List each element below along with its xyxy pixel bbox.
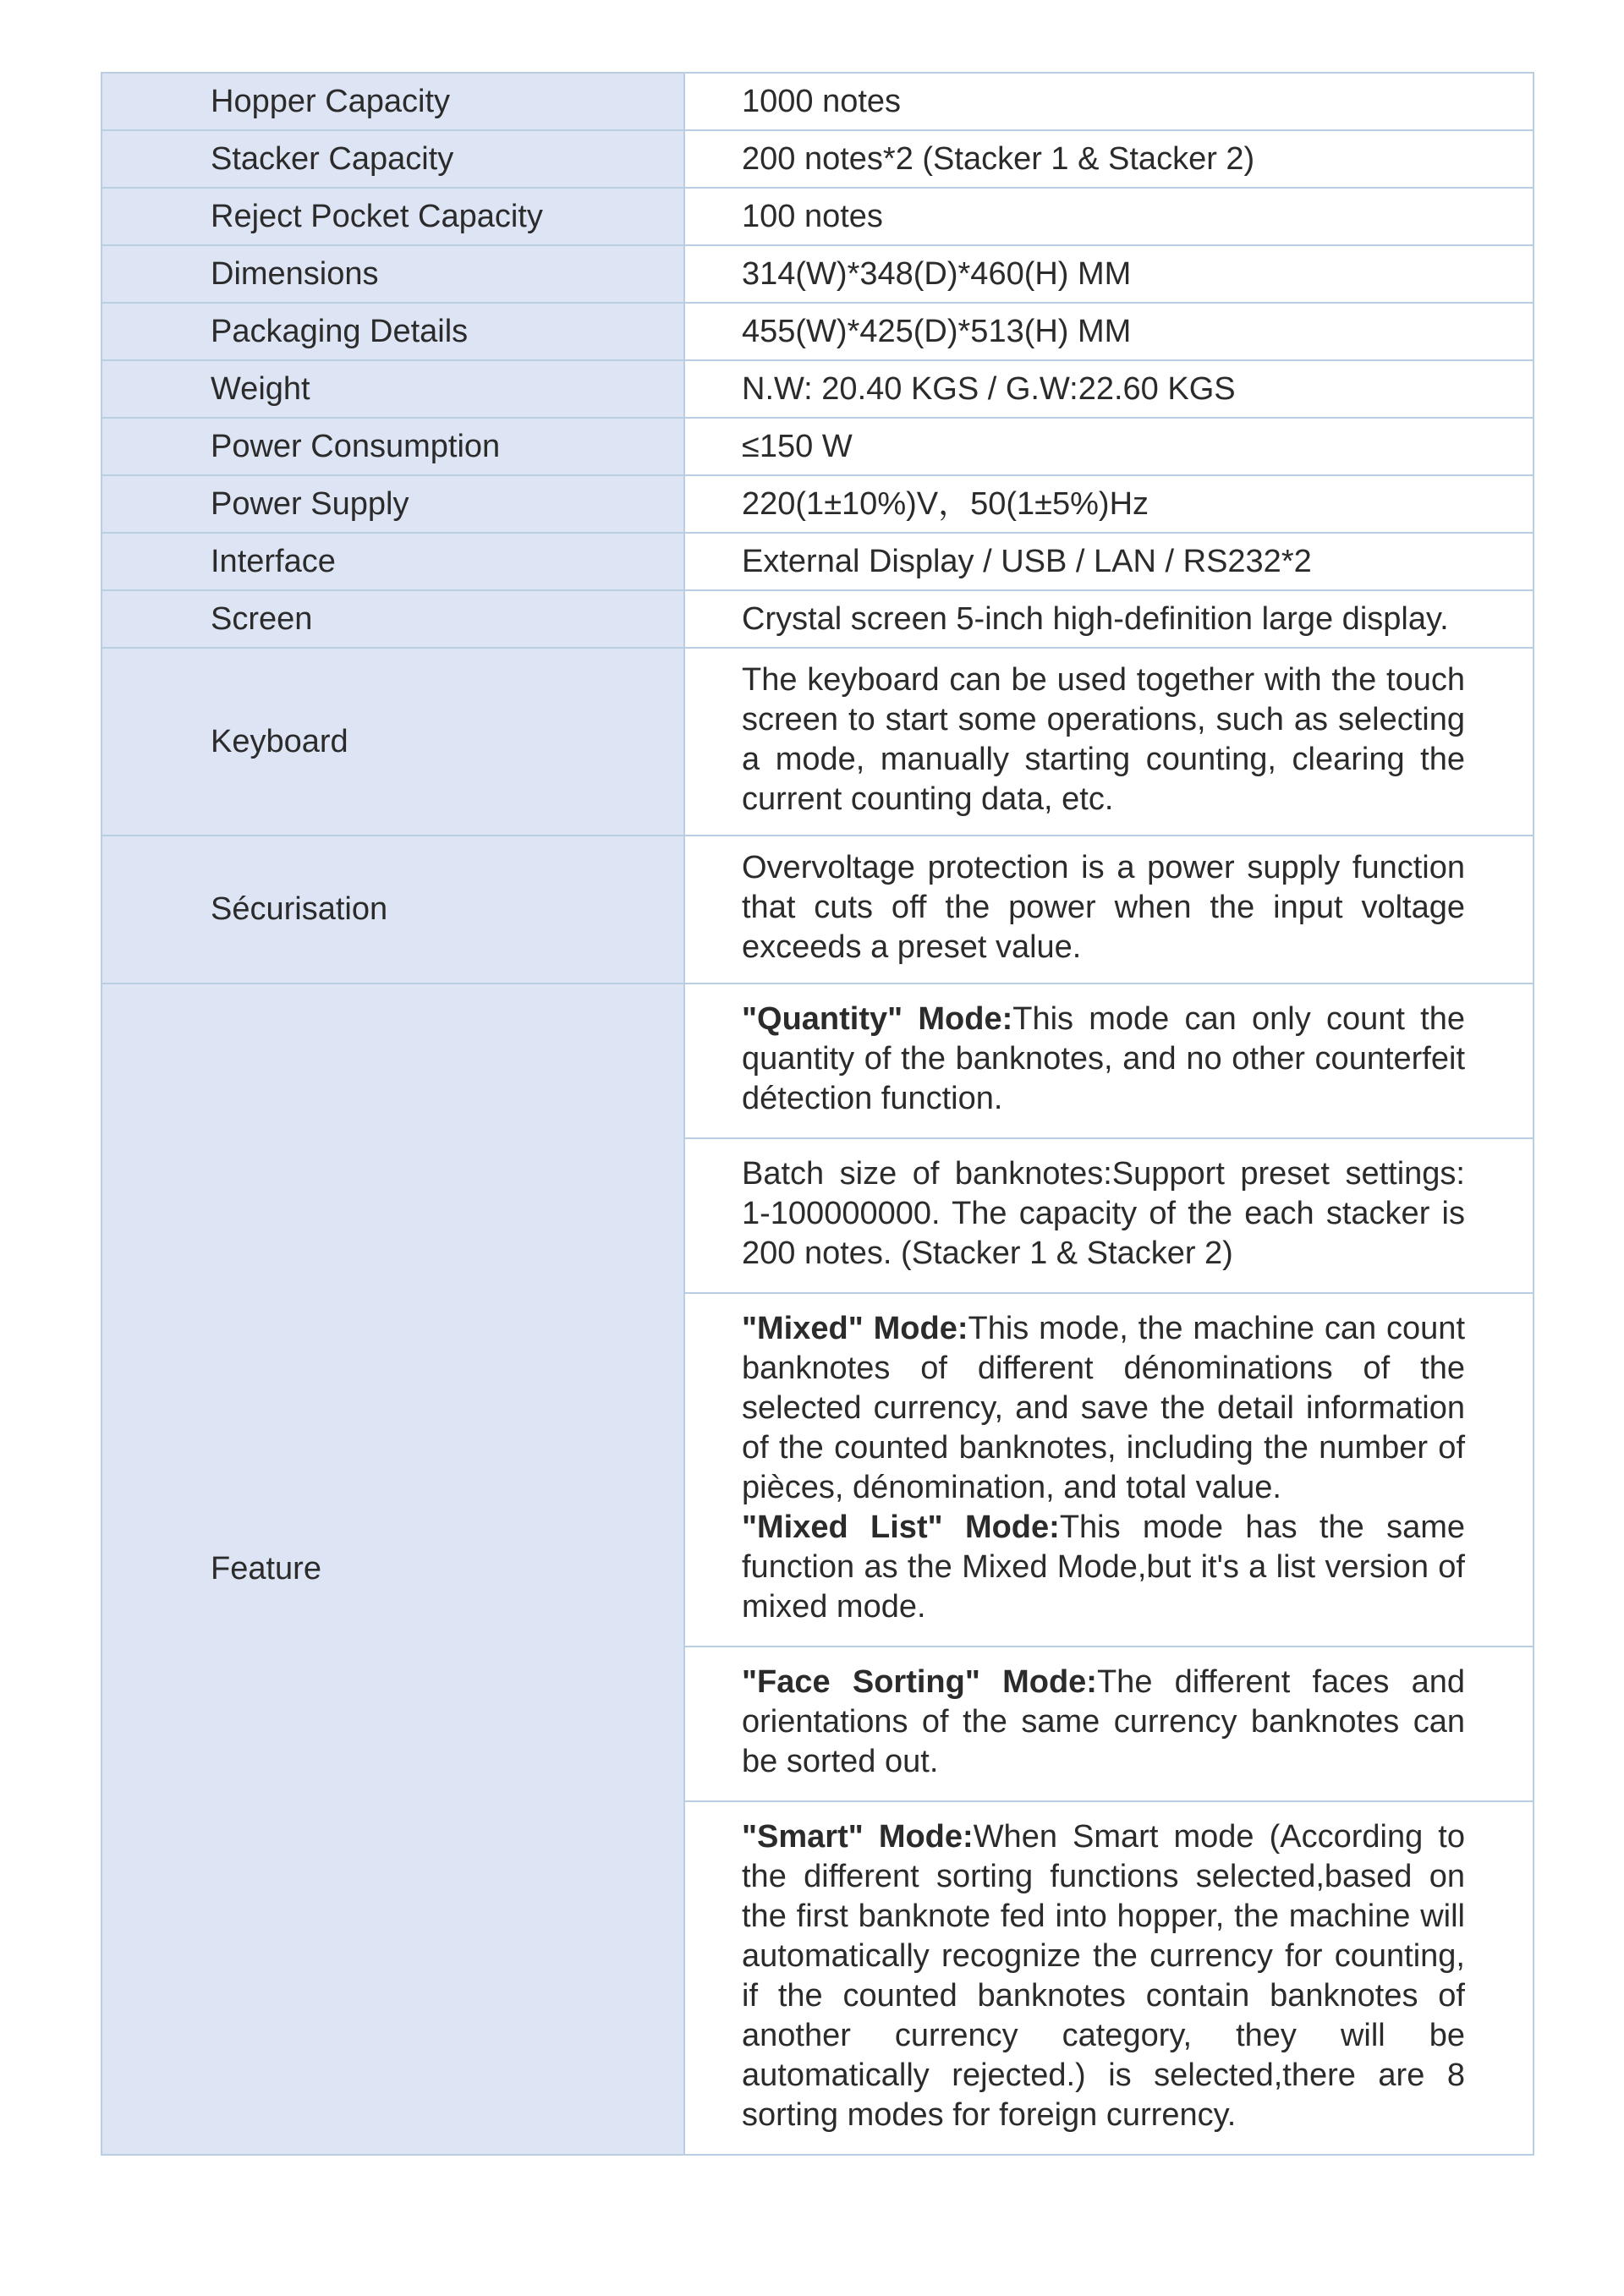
spec-row-power-supply (102, 475, 1533, 533)
spec-value: 1000 notes (684, 73, 1533, 130)
feature-label: Feature (102, 984, 684, 2155)
feature-paragraph (742, 1817, 1465, 2135)
spec-label: Packaging Details (102, 303, 684, 360)
spec-label: Hopper Capacity (102, 73, 684, 130)
spec-row-hopper-capacity (102, 73, 1533, 130)
spec-value: 100 notes (684, 188, 1533, 245)
spec-row-weight (102, 360, 1533, 418)
feature-mode-name: "Mixed List" Mode: (742, 1510, 1060, 1545)
spec-value: N.W: 20.40 KGS / G.W:22.60 KGS (684, 360, 1533, 418)
spec-row-interface (102, 533, 1533, 590)
feature-item (684, 1293, 1533, 1647)
spec-label: Screen (102, 590, 684, 648)
feature-paragraph (742, 1508, 1465, 1627)
feature-mode-name: "Smart" Mode: (742, 1819, 974, 1855)
spec-row-screen (102, 590, 1533, 648)
feature-item (684, 1801, 1533, 2155)
spec-value: Crystal screen 5-inch high-definition large display. (684, 590, 1533, 648)
spec-row-reject-pocket-capacity (102, 188, 1533, 245)
spec-value: 200 notes*2 (Stacker 1 & Stacker 2) (684, 130, 1533, 188)
spec-value: The keyboard can be used together with the touch screen to start some operations, such as selecting a mode, manually starting counting, clearing the current counting data, etc. (684, 648, 1533, 836)
feature-description: This mode, the machine can count banknotes of different dénominations of the selected currency, and save the detail information of the counted banknotes, including the number of pièces, dénomination, and total value. (742, 1311, 1465, 1505)
spec-table-body (102, 73, 1533, 2155)
feature-paragraph (742, 1663, 1465, 1782)
spec-row-securisation (102, 836, 1533, 984)
spec-label: Reject Pocket Capacity (102, 188, 684, 245)
spec-row-dimensions (102, 245, 1533, 303)
spec-label: Power Consumption (102, 418, 684, 475)
feature-paragraph (742, 1309, 1465, 1508)
spec-row-keyboard (102, 648, 1533, 836)
spec-row-stacker-capacity (102, 130, 1533, 188)
spec-label: Dimensions (102, 245, 684, 303)
spec-value: Overvoltage protection is a power supply function that cuts off the power when the input voltage exceeds a preset value. (684, 836, 1533, 984)
feature-item (684, 1138, 1533, 1293)
spec-label: Power Supply (102, 475, 684, 533)
feature-mode-name: "Quantity" Mode: (742, 1001, 1013, 1037)
feature-description: When Smart mode (According to the different sorting functions selected,based on the first banknote fed into hopper, the machine will automatically recognize the currency for counting, if the counted banknotes contain banknotes of another currency category, they will be automatically rejected.) is selected,there are 8 sorting modes for foreign currency. (742, 1819, 1465, 2133)
feature-row-quantity-mode (102, 984, 1533, 1138)
feature-paragraph (742, 1000, 1465, 1119)
spec-row-power-consumption (102, 418, 1533, 475)
spec-label: Weight (102, 360, 684, 418)
feature-description: This mode has the same function as the Mixed Mode,but it's a list version of mixed mode. (742, 1510, 1465, 1625)
spec-value: External Display / USB / LAN / RS232*2 (684, 533, 1533, 590)
feature-description: The different faces and orientations of the same currency banknotes can be sorted out. (742, 1664, 1466, 1779)
feature-item (684, 984, 1533, 1138)
spec-value: 455(W)*425(D)*513(H) MM (684, 303, 1533, 360)
spec-value: ≤150 W (684, 418, 1533, 475)
feature-description: This mode can only count the quantity of the banknotes, and no other counterfeit détection function. (742, 1001, 1465, 1116)
feature-paragraph (742, 1154, 1465, 1274)
spec-label: Keyboard (102, 648, 684, 836)
feature-item (684, 1647, 1533, 1801)
feature-mode-name: "Face Sorting" Mode: (742, 1664, 1097, 1700)
spec-value: 220(1±10%)V，50(1±5%)Hz (684, 475, 1533, 533)
spec-label: Stacker Capacity (102, 130, 684, 188)
feature-mode-name: "Mixed" Mode: (742, 1311, 968, 1346)
spec-table (101, 72, 1534, 2156)
spec-value: 314(W)*348(D)*460(H) MM (684, 245, 1533, 303)
spec-row-packaging-details (102, 303, 1533, 360)
spec-label: Interface (102, 533, 684, 590)
spec-label: Sécurisation (102, 836, 684, 984)
feature-description: Batch size of banknotes:Support preset settings: 1-100000000. The capacity of the each stacker is 200 notes. (Stacker 1 & Stacker 2) (742, 1156, 1465, 1271)
